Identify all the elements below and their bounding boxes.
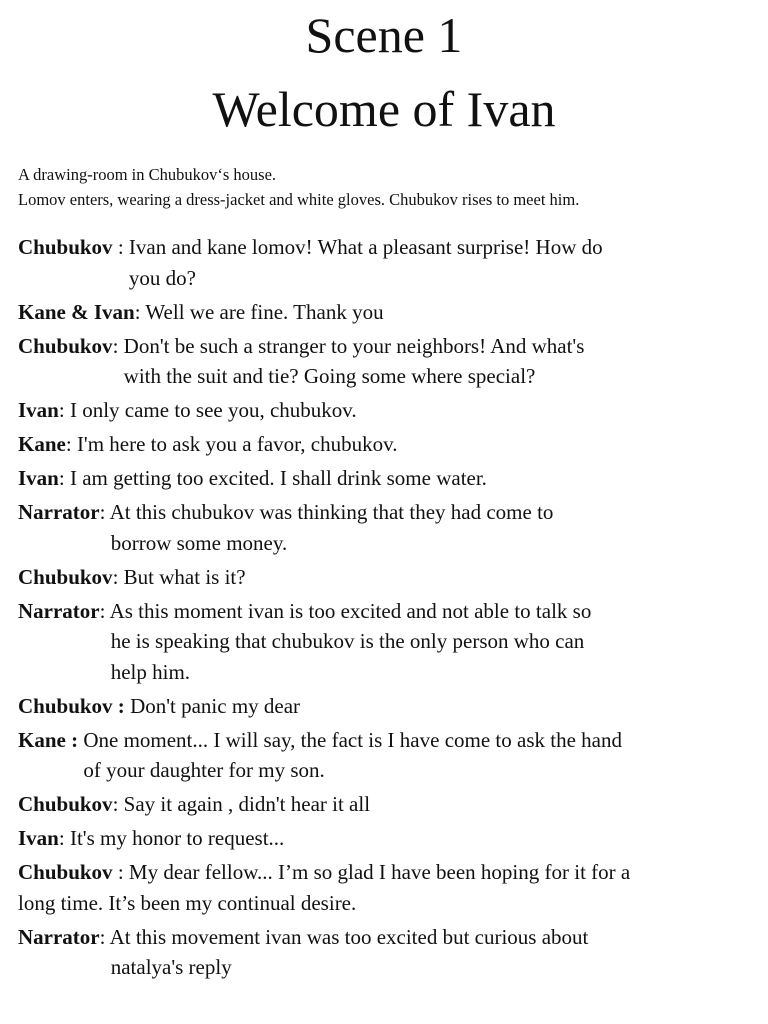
dialogue-continuation: help him. [110,659,191,684]
speaker-separator: : [134,299,146,324]
dialogue-line [18,823,753,854]
dialogue-line [18,331,753,392]
dialogue-line [18,857,753,918]
speaker-name: Chubukov [18,860,113,884]
speaker-name: Kane : [18,727,79,752]
stage-direction-line: A drawing-room in Chubukov‘s house. [18,165,277,184]
speaker-name: Ivan [18,466,59,490]
speaker-name: Ivan [18,826,59,850]
dialogue-line [18,429,753,460]
stage-directions [18,162,758,212]
dialogue-line [18,297,753,328]
dialogue-continuation: with the suit and tie? Going some where special? [123,364,536,388]
speaker-separator: : [112,235,129,259]
dialogue-line [18,789,753,820]
speaker-separator: : [58,466,70,490]
speaker-name: Chubukov [18,235,113,259]
speaker-name: Ivan [18,398,59,422]
dialogue-continuation: natalya's reply [110,955,232,979]
dialogue-continuation: of your daughter for my son. [83,758,325,782]
dialogue-text: My dear fellow... I’m so glad I have been hoping for it for a [128,860,631,884]
dialogue-line [18,395,753,426]
speaker-name: Chubukov [18,792,113,816]
speaker-name: Chubukov [18,564,113,589]
dialogue-line [18,562,753,593]
scene-subtitle: Welcome of Ivan [212,81,556,137]
dialogue-line [18,463,753,494]
dialogue-continuation: borrow some money. [110,530,288,555]
dialogue-text: At this movement ivan was too excited but curious about [109,924,589,949]
dialogue-continuation: you do? [128,265,196,290]
dialogue-line [18,922,753,983]
dialogue-continuation: long time. It’s been my continual desire. [18,890,357,915]
stage-direction-line: Lomov enters, wearing a dress-jacket and white gloves. Chubukov rises to meet him. [18,190,580,209]
speaker-separator: : [99,924,110,949]
speaker-name: Chubukov [18,333,113,358]
dialogue-text: Ivan and kane lomov! What a pleasant surprise! How do [128,235,603,259]
dialogue-line [18,725,753,786]
dialogue-text: Well we are fine. Thank you [145,299,384,324]
dialogue-text: At this chubukov was thinking that they had come to [109,500,554,524]
dialogue-text: As this moment ivan is too excited and not able to talk so [109,598,592,623]
dialogue-text: It's my honor to request... [69,826,285,850]
dialogue-text: I only came to see you, chubukov. [69,398,357,422]
dialogue-line [18,497,753,558]
dialogue-continuation: he is speaking that chubukov is the only person who can [110,629,585,653]
speaker-name: Narrator [18,924,100,949]
dialogue-text: But what is it? [123,564,246,589]
speaker-separator: : [112,333,124,358]
dialogue-line [18,691,753,722]
dialogue-text: Don't be such a stranger to your neighbors! And what's [123,333,585,358]
dialogue-text: I'm here to ask you a favor, chubukov. [76,432,398,456]
dialogue-list [18,232,753,986]
speaker-name: Kane [18,432,66,456]
speaker-name: Kane & Ivan [18,299,135,324]
speaker-separator: : [99,500,110,524]
dialogue-text: Say it again , didn't hear it all [123,792,371,816]
speaker-separator: : [112,792,124,816]
dialogue-text: One moment... I will say, the fact is I have come to ask the hand [83,727,622,752]
speaker-separator: : [58,398,70,422]
speaker-separator: : [112,860,129,884]
scene-title: Scene 1 [305,7,463,63]
speaker-separator: : [112,564,124,589]
speaker-separator: : [65,432,77,456]
dialogue-text: Don't panic my dear [130,693,301,718]
dialogue-text: I am getting too excited. I shall drink some water. [69,466,487,490]
speaker-separator: : [58,826,70,850]
speaker-name: Narrator [18,500,100,524]
speaker-name: Narrator [18,598,100,623]
speaker-name: Chubukov : [18,693,125,718]
dialogue-line [18,596,753,688]
speaker-separator: : [99,598,110,623]
dialogue-line [18,232,753,293]
